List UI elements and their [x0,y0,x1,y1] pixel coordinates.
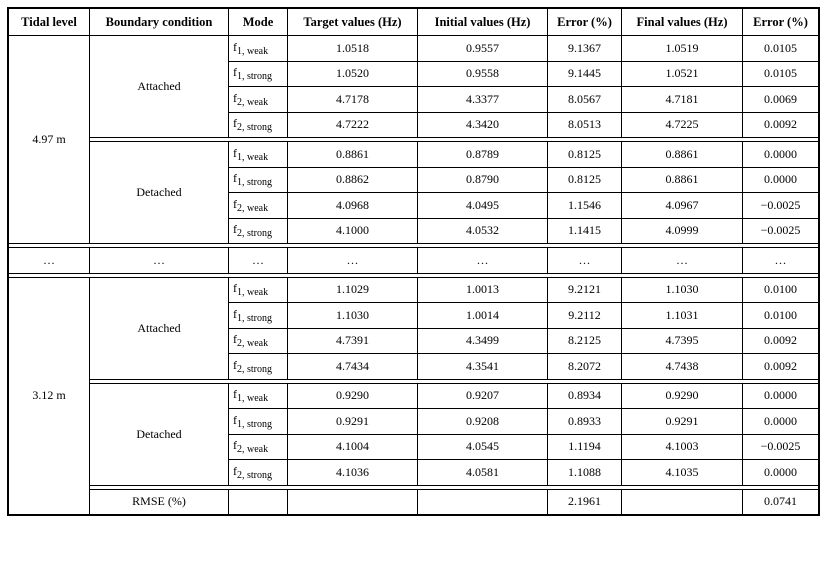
initial-error-cell: 1.1546 [548,193,622,219]
mode-subscript: 2, weak [237,202,269,214]
header-final-values: Final values (Hz) [622,9,743,36]
empty-cell [288,489,418,515]
mode-cell [229,87,288,113]
final-error-cell: 0.0000 [743,167,819,193]
final-error-cell: 0.0100 [743,277,819,303]
mode-symbol: f [233,145,237,160]
final-value-cell: 4.0999 [622,218,743,244]
mode-symbol: f [233,39,237,54]
final-value-cell: 4.1035 [622,460,743,486]
header-tidal-level: Tidal level [9,9,90,36]
initial-error-cell: 9.1367 [548,36,622,62]
initial-error-cell: 8.0567 [548,87,622,113]
final-value-cell: 0.8861 [622,167,743,193]
target-value-cell: 0.9290 [288,383,418,409]
ellipsis-cell: … [743,248,819,274]
mode-subscript: 1, weak [237,287,269,299]
header-target-values: Target values (Hz) [288,9,418,36]
mode-cell [229,193,288,219]
initial-error-cell: 1.1088 [548,460,622,486]
target-value-cell: 4.7222 [288,112,418,138]
boundary-condition-cell: Attached [90,36,229,138]
header-initial-error: Error (%) [548,9,622,36]
mode-subscript: 2, weak [237,96,269,108]
mode-subscript: 1, weak [237,45,269,57]
ellipsis-cell: … [288,248,418,274]
rmse-final-error-cell: 0.0741 [743,489,819,515]
ellipsis-cell: … [90,248,229,274]
initial-value-cell: 4.3377 [418,87,548,113]
header-mode: Mode [229,9,288,36]
target-value-cell: 1.0518 [288,36,418,62]
mode-symbol: f [233,332,237,347]
results-table [8,8,819,515]
final-value-cell: 4.7438 [622,354,743,380]
initial-error-cell: 0.8933 [548,409,622,435]
mode-cell [229,167,288,193]
ellipsis-row [9,248,819,274]
boundary-condition-cell: Detached [90,383,229,485]
target-value-cell: 1.1030 [288,303,418,329]
table-body [9,36,819,515]
mode-cell [229,112,288,138]
initial-error-cell: 0.8125 [548,167,622,193]
initial-value-cell: 4.3541 [418,354,548,380]
mode-cell [229,303,288,329]
mode-symbol: f [233,387,237,402]
target-value-cell: 4.7391 [288,328,418,354]
mode-subscript: 1, strong [237,177,272,189]
table-row [9,142,819,168]
final-value-cell: 4.7395 [622,328,743,354]
mode-cell [229,36,288,62]
final-error-cell: −0.0025 [743,218,819,244]
initial-value-cell: 0.9207 [418,383,548,409]
mode-cell [229,460,288,486]
target-value-cell: 0.8862 [288,167,418,193]
initial-value-cell: 4.0581 [418,460,548,486]
mode-cell [229,142,288,168]
initial-error-cell: 1.1415 [548,218,622,244]
initial-value-cell: 4.3499 [418,328,548,354]
mode-subscript: 1, weak [237,151,269,163]
mode-subscript: 2, strong [237,228,272,240]
final-error-cell: 0.0000 [743,460,819,486]
mode-cell [229,277,288,303]
mode-symbol: f [233,116,237,131]
initial-value-cell: 0.8789 [418,142,548,168]
mode-subscript: 2, strong [237,469,272,481]
initial-error-cell: 0.8125 [548,142,622,168]
header-initial-values: Initial values (Hz) [418,9,548,36]
target-value-cell: 4.1036 [288,460,418,486]
initial-value-cell: 1.0013 [418,277,548,303]
initial-value-cell: 4.0532 [418,218,548,244]
header-final-error: Error (%) [743,9,819,36]
mode-subscript: 1, strong [237,71,272,83]
mode-cell [229,409,288,435]
target-value-cell: 1.1029 [288,277,418,303]
target-value-cell: 0.9291 [288,409,418,435]
initial-value-cell: 0.8790 [418,167,548,193]
mode-subscript: 2, strong [237,122,272,134]
table-row [9,383,819,409]
final-value-cell: 1.0521 [622,61,743,87]
empty-cell [229,489,288,515]
mode-cell [229,354,288,380]
final-value-cell: 4.7181 [622,87,743,113]
rmse-label-cell: RMSE (%) [90,489,229,515]
tidal-level-cell: 3.12 m [9,277,90,515]
final-error-cell: 0.0092 [743,328,819,354]
initial-value-cell: 4.0545 [418,434,548,460]
initial-error-cell: 9.1445 [548,61,622,87]
initial-error-cell: 1.1194 [548,434,622,460]
boundary-condition-cell: Detached [90,142,229,244]
final-error-cell: 0.0000 [743,142,819,168]
final-value-cell: 0.9290 [622,383,743,409]
initial-value-cell: 4.0495 [418,193,548,219]
mode-symbol: f [233,306,237,321]
final-error-cell: −0.0025 [743,434,819,460]
table-container [8,8,818,515]
ellipsis-cell: … [229,248,288,274]
header-boundary-condition: Boundary condition [90,9,229,36]
mode-cell [229,61,288,87]
initial-value-cell: 0.9208 [418,409,548,435]
mode-symbol: f [233,196,237,211]
empty-cell [418,489,548,515]
mode-subscript: 2, strong [237,363,272,375]
final-value-cell: 0.9291 [622,409,743,435]
mode-symbol: f [233,281,237,296]
tidal-level-cell: 4.97 m [9,36,90,244]
ellipsis-cell: … [548,248,622,274]
target-value-cell: 4.1004 [288,434,418,460]
mode-symbol: f [233,357,237,372]
final-error-cell: −0.0025 [743,193,819,219]
mode-subscript: 2, weak [237,338,269,350]
mode-subscript: 1, strong [237,418,272,430]
mode-symbol: f [233,438,237,453]
final-value-cell: 4.1003 [622,434,743,460]
final-error-cell: 0.0000 [743,409,819,435]
final-value-cell: 4.7225 [622,112,743,138]
final-value-cell: 1.0519 [622,36,743,62]
ellipsis-cell: … [418,248,548,274]
header-row [9,9,819,36]
initial-error-cell: 8.2072 [548,354,622,380]
mode-symbol: f [233,65,237,80]
initial-error-cell: 0.8934 [548,383,622,409]
mode-subscript: 1, weak [237,393,269,405]
mode-cell [229,383,288,409]
target-value-cell: 4.1000 [288,218,418,244]
boundary-condition-cell: Attached [90,277,229,379]
initial-error-cell: 8.2125 [548,328,622,354]
final-value-cell: 4.0967 [622,193,743,219]
target-value-cell: 0.8861 [288,142,418,168]
final-error-cell: 0.0092 [743,112,819,138]
initial-error-cell: 8.0513 [548,112,622,138]
final-error-cell: 0.0092 [743,354,819,380]
empty-cell [622,489,743,515]
final-value-cell: 1.1030 [622,277,743,303]
initial-value-cell: 0.9557 [418,36,548,62]
table-row [9,36,819,62]
final-error-cell: 0.0069 [743,87,819,113]
final-value-cell: 1.1031 [622,303,743,329]
mode-symbol: f [233,171,237,186]
target-value-cell: 1.0520 [288,61,418,87]
target-value-cell: 4.7434 [288,354,418,380]
mode-symbol: f [233,222,237,237]
mode-symbol: f [233,412,237,427]
final-error-cell: 0.0100 [743,303,819,329]
mode-subscript: 2, weak [237,444,269,456]
final-error-cell: 0.0105 [743,36,819,62]
target-value-cell: 4.0968 [288,193,418,219]
initial-value-cell: 0.9558 [418,61,548,87]
ellipsis-cell: … [9,248,90,274]
mode-cell [229,328,288,354]
mode-symbol: f [233,90,237,105]
initial-value-cell: 1.0014 [418,303,548,329]
initial-error-cell: 9.2112 [548,303,622,329]
table-row [9,277,819,303]
target-value-cell: 4.7178 [288,87,418,113]
mode-cell [229,434,288,460]
initial-error-cell: 9.2121 [548,277,622,303]
final-value-cell: 0.8861 [622,142,743,168]
final-error-cell: 0.0000 [743,383,819,409]
mode-cell [229,218,288,244]
mode-subscript: 1, strong [237,312,272,324]
initial-value-cell: 4.3420 [418,112,548,138]
final-error-cell: 0.0105 [743,61,819,87]
rmse-initial-error-cell: 2.1961 [548,489,622,515]
mode-symbol: f [233,463,237,478]
rmse-row [9,489,819,515]
ellipsis-cell: … [622,248,743,274]
